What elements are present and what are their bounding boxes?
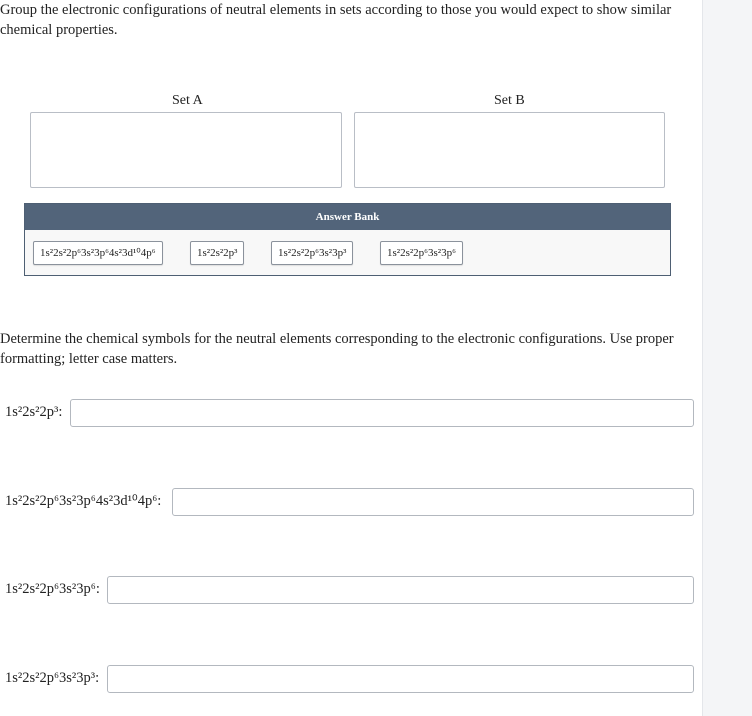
question-config-label: 1s²2s²2p⁶3s²3p⁶4s²3d¹⁰4p⁶: (5, 493, 162, 509)
answer-chip[interactable]: 1s²2s²2p⁶3s²3p³ (271, 241, 353, 265)
question-config-label: 1s²2s²2p³: (5, 404, 63, 420)
answer-bank (24, 203, 671, 276)
question-row (0, 576, 694, 606)
answer-chip[interactable]: 1s²2s²2p⁶3s²3p⁶ (380, 241, 463, 265)
answer-chip[interactable]: 1s²2s²2p³ (190, 241, 244, 265)
answer-chip[interactable]: 1s²2s²2p⁶3s²3p⁶4s²3d¹⁰4p⁶ (33, 241, 163, 265)
element-symbol-input[interactable] (70, 399, 694, 427)
set-b-drop-zone[interactable] (354, 112, 665, 188)
question-config-label: 1s²2s²2p⁶3s²3p³: (5, 670, 100, 686)
set-a-drop-zone[interactable] (30, 112, 342, 188)
element-symbol-input[interactable] (107, 576, 694, 604)
question-row (0, 665, 694, 695)
element-symbol-input[interactable] (107, 665, 694, 693)
question-row (0, 399, 694, 429)
question-config-label: 1s²2s²2p⁶3s²3p⁶: (5, 581, 100, 597)
set-a-label: Set A (172, 93, 203, 108)
question-row (0, 488, 694, 518)
right-sidebar (702, 0, 752, 716)
grouping-instructions: Group the electronic configurations of neutral elements in sets according to those you would expect to show similar chemical properties. (0, 2, 672, 38)
answer-bank-title: Answer Bank (25, 204, 670, 230)
set-b-label: Set B (494, 93, 525, 108)
symbols-instructions: Determine the chemical symbols for the neutral elements corresponding to the electronic configurations. Use proper formatting; letter case matters. (0, 331, 674, 367)
element-symbol-input[interactable] (172, 488, 694, 516)
